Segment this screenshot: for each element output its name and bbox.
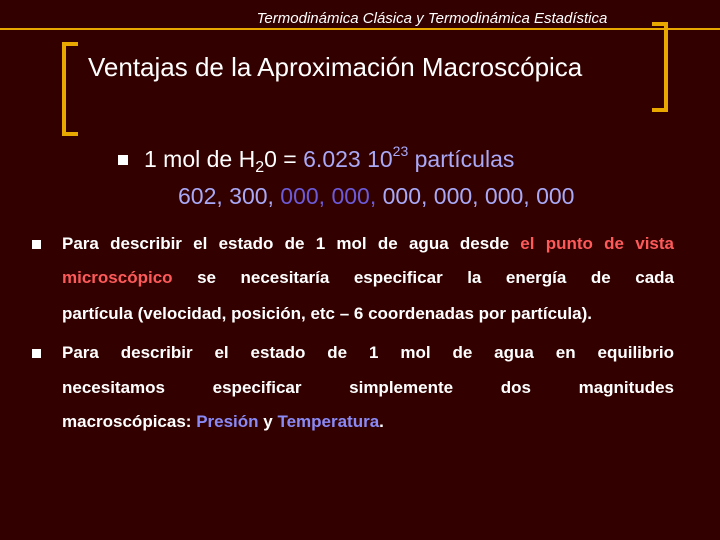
bullet-square-icon [118, 155, 128, 165]
avogadro-exponent: 23 [392, 143, 409, 159]
para2-line2: necesitamos especificar simplemente dos magnitudes [62, 378, 674, 397]
para1-line3: partícula (velocidad, posición, etc – 6 coordenadas por partícula). [62, 304, 592, 323]
bullet-square-icon [32, 240, 41, 249]
para1-line1 [62, 234, 674, 254]
number-part-a: 602, 300, [178, 183, 274, 209]
temperatura-term: Temperatura [277, 412, 380, 431]
mol-equation [144, 143, 514, 177]
para1-microscopic: microscópico [62, 268, 173, 287]
header-rule [0, 28, 720, 30]
para1-highlight: el punto de vista [520, 234, 675, 253]
number-part-c: 000, 000, 000, 000 [376, 183, 575, 209]
expanded-number [178, 183, 574, 210]
para2-conj: y [258, 412, 278, 431]
mol-subscript: 2 [255, 159, 265, 176]
presion-term: Presión [196, 412, 259, 431]
mol-text: 1 mol de H [144, 146, 256, 172]
para1-line2 [62, 268, 674, 288]
para1-text-2: se necesitaría especificar la energía de cada [172, 268, 674, 287]
particles-label: partículas [408, 146, 515, 172]
para2-text: macroscópicas: [62, 412, 197, 431]
para2-line1: Para describir el estado de 1 mol de agua en equilibrio [62, 343, 674, 362]
mol-text-2: 0 = [264, 146, 304, 172]
number-part-b: 000, 000, [273, 183, 377, 209]
avogadro-value: 6.023 10 [303, 146, 393, 172]
para1-text: Para describir el estado de 1 mol de agua desde [62, 234, 521, 253]
header-text: Termodinámica Clásica y Termodinámica Estadística [256, 10, 608, 27]
title-bracket-right [652, 22, 668, 112]
title-bracket-left [62, 42, 78, 136]
slide-header [0, 10, 720, 27]
para2-line3 [62, 412, 384, 432]
slide-title: Ventajas de la Aproximación Macroscópica [88, 52, 583, 82]
para2-period: . [379, 412, 384, 431]
bullet-square-icon [32, 349, 41, 358]
